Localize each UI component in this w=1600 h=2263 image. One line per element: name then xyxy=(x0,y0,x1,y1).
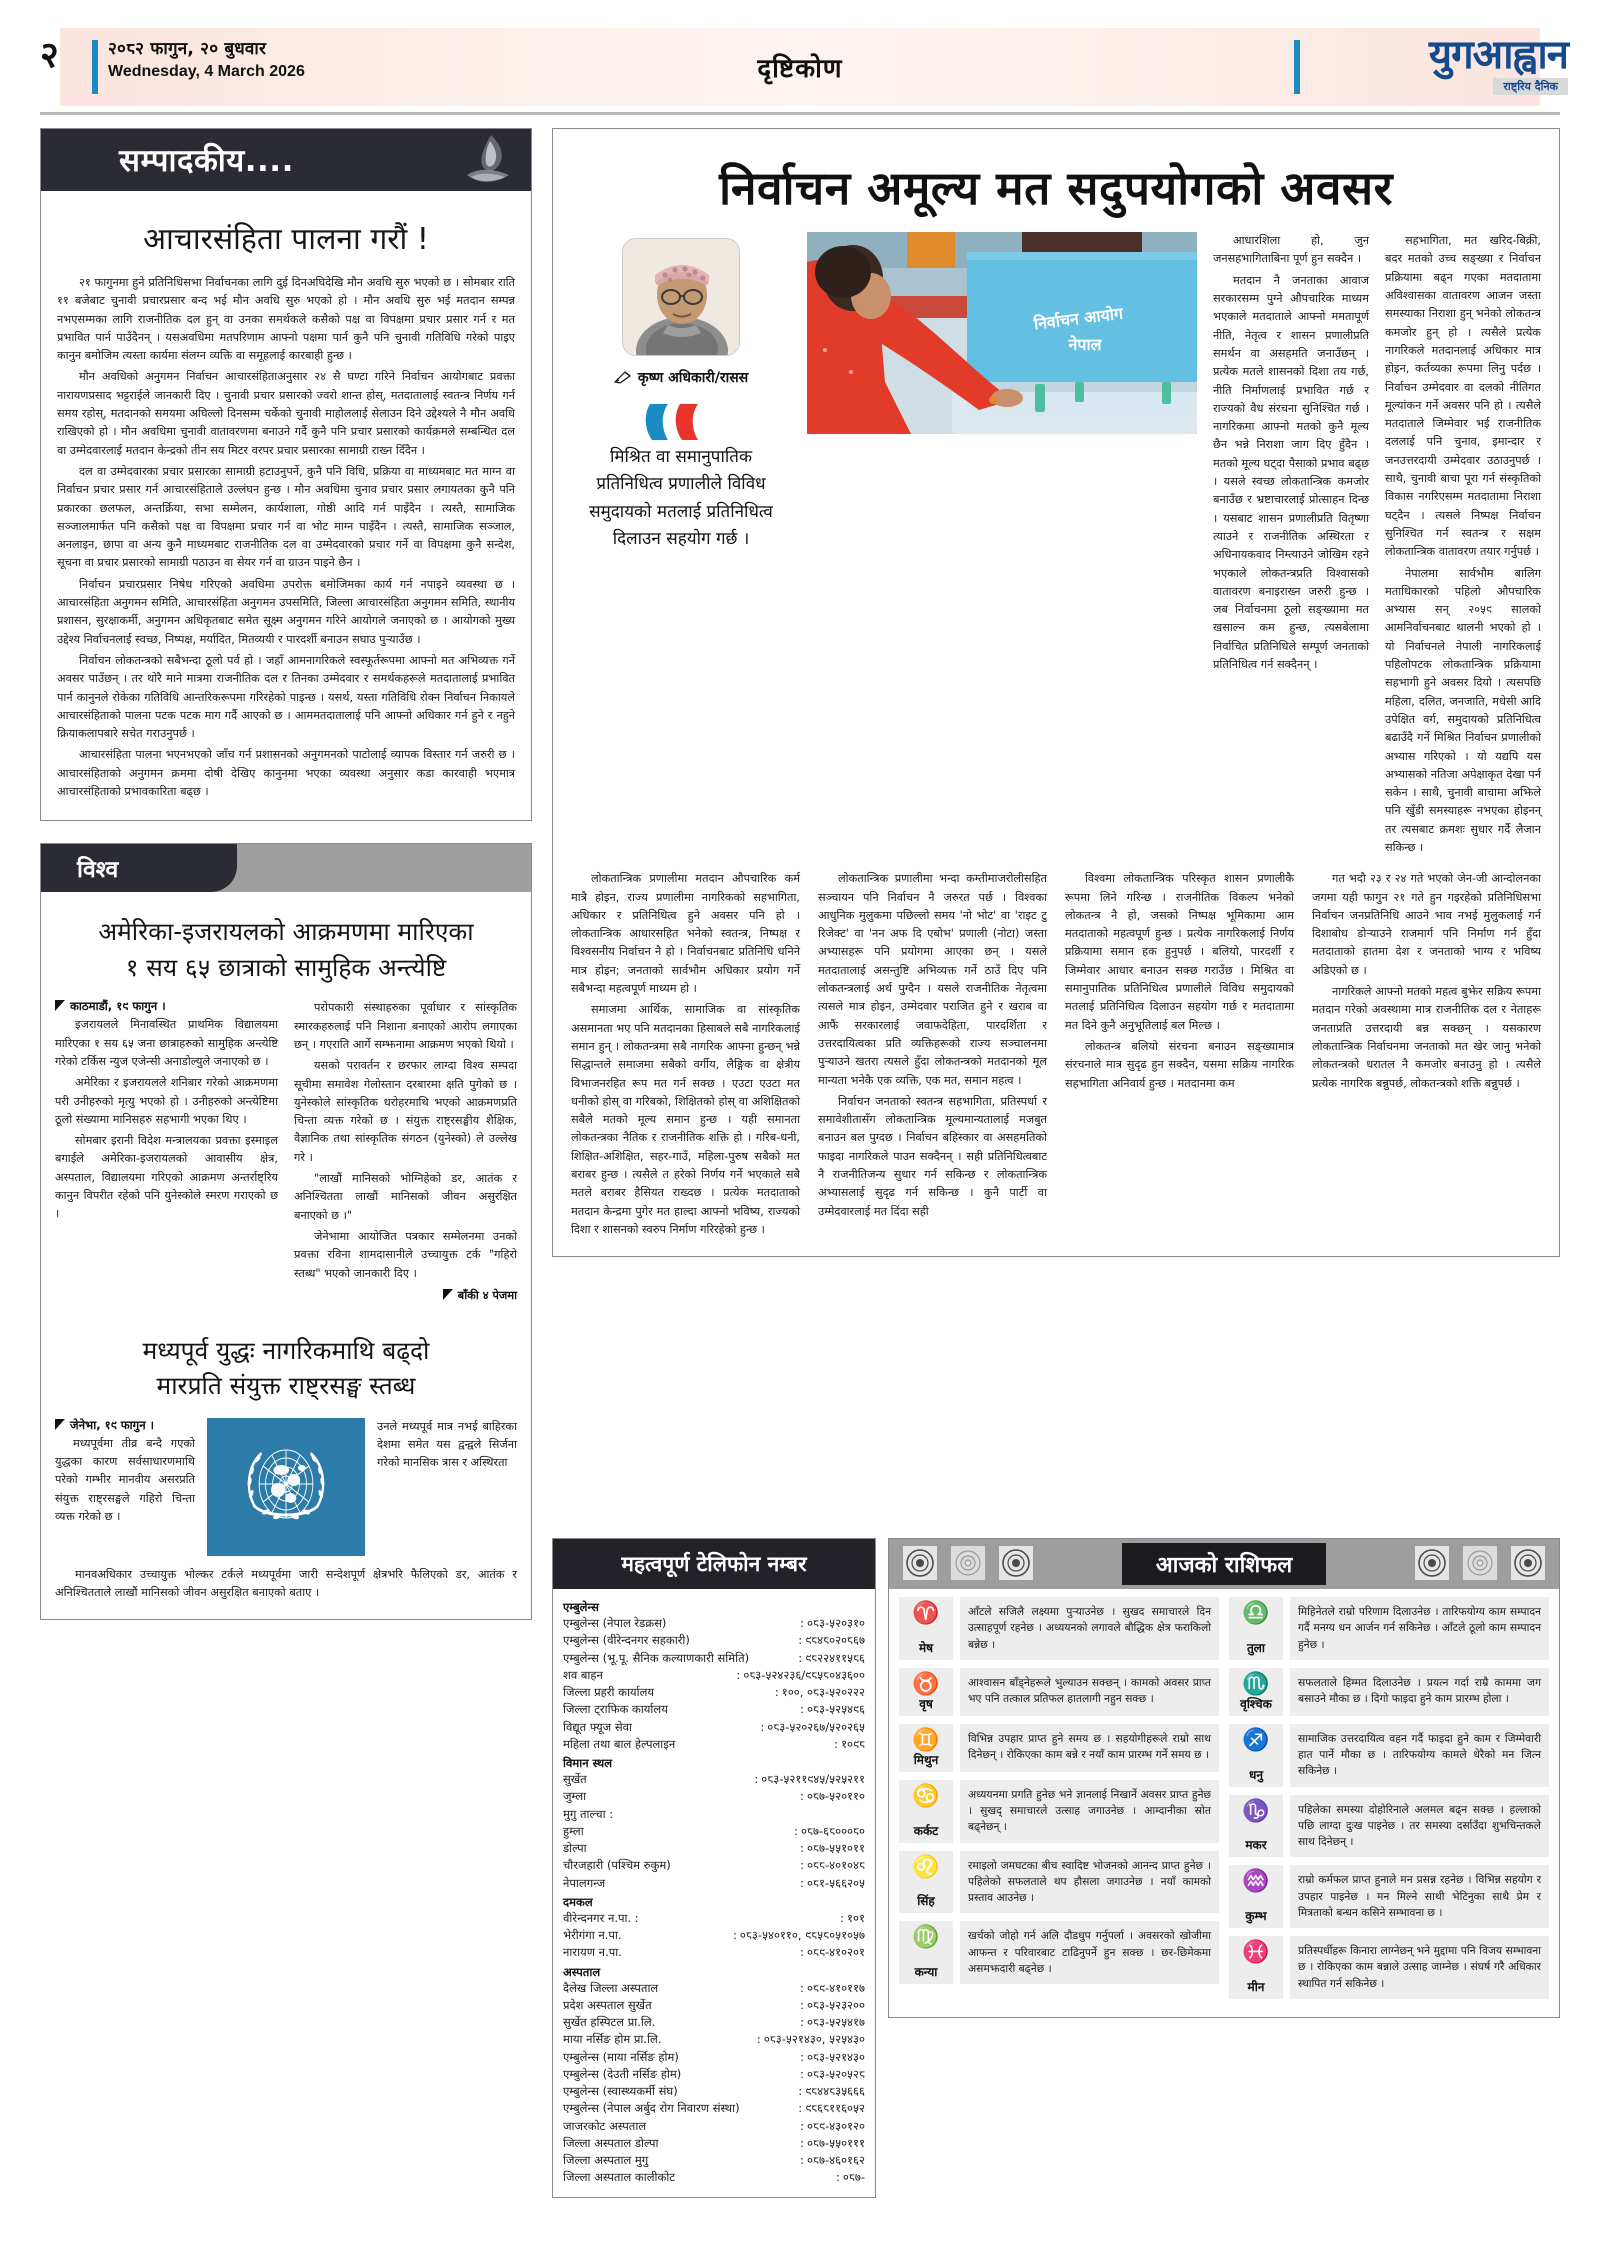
date-divider-rule xyxy=(92,40,98,94)
scorpio-scorpion-icon: ♏ xyxy=(1242,1670,1270,1696)
phone-separator: : xyxy=(800,2049,804,2064)
mandala-ornament-icon xyxy=(1415,1546,1449,1580)
horoscope-sign-name: मिथुन xyxy=(913,1752,939,1767)
horoscope-item[interactable] xyxy=(1229,1597,1549,1660)
masthead-rule xyxy=(40,112,1560,115)
cancer-crab-icon: ♋ xyxy=(912,1782,940,1808)
phone-number: १००, ०८३-५२०२२२ xyxy=(781,1685,865,1699)
phone-number: ०८१-५६६२०५ xyxy=(807,1875,865,1890)
logo-subtitle: राष्ट्रिय दैनिक xyxy=(1493,78,1568,95)
phone-number: ०८९-४१०२०१ xyxy=(807,1945,865,1960)
horoscope-sign-name: तुला xyxy=(1246,1640,1266,1655)
phone-separator: : xyxy=(800,1980,804,1995)
phone-number: ०८३-५२१४३०, ५२५४३० xyxy=(763,2032,865,2047)
feature-lower-col2 xyxy=(818,870,1047,1242)
phone-label: जिल्ला प्रहरी कार्यालय xyxy=(563,1685,655,1699)
feature-top-row xyxy=(571,232,1541,860)
phone-number: ०८३-५२०२६७/५२०२६५ xyxy=(767,1719,865,1734)
world-article2-after xyxy=(41,1566,531,1620)
editorial-box xyxy=(40,128,532,821)
horoscope-sign-name: कन्या xyxy=(914,1965,938,1980)
phone-number: ०८७-४६०१६२ xyxy=(807,2153,865,2167)
phone-row xyxy=(563,2100,865,2117)
editorial-title: आचारसंहिता पालना गरौं ! xyxy=(143,222,429,257)
dateline-triangle-icon xyxy=(55,1000,65,1011)
phone-label: जिल्ला अस्पताल मुगु xyxy=(563,2153,649,2167)
svg-text:नेपाल: नेपाल xyxy=(1068,335,1102,355)
phone-row xyxy=(563,1701,865,1718)
feature-lower-col1 xyxy=(571,870,800,1242)
horoscope-sign-name: मेष xyxy=(918,1640,934,1655)
phone-label: जिल्ला ट्राफिक कार्यालय xyxy=(563,1702,668,1717)
feature-column-2 xyxy=(1213,232,1369,860)
mandala-ornament-icon xyxy=(1511,1546,1545,1580)
phone-label: डोल्पा xyxy=(563,1841,587,1855)
horoscope-sign xyxy=(899,1597,953,1660)
feature-paragraph: सहभागिता, मत खरिद-बिक्री, बदर मतको उच्च सङ्ख्या र निर्वाचन प्रक्रियामा बढ्न गएका मतदातामा अविश्वासका वातावरण आजन जस्ता समस्याका निराशा हुन् भनेको लोकतन्त्र कमजोर हुन् हो । त्यसैले प्रत्येक नागरिकले मतदानलाई अधिकार मात्र होइन, कर्तव्यका रूपमा लिनु पर्दछ । निर्वाचन उम्मेदवार वा दलको नीतिगत मूल्यांकन गर्ने अवसर पनि हो । त्यसैले मतदाताले जिम्मेवार भई राजनीतिक दललाई पनि चुनाव, इमान्दार र जनउत्तरदायी उम्मेदवार उठाउनुपर्छ । साथै, चुनावी बाचा पूरा गर्न संस्कृतिको विकास नगरिएसम्म मतदातामा निराशा घट्दैन । त्यसले निष्पक्ष निर्वाचन सुनिश्चित गर्न स्वतन्त्र र सक्षम लोकतान्त्रिक वातावरण तयार गर्नुपर्छ । xyxy=(1385,234,1541,559)
phone-separator: : xyxy=(760,1719,765,1734)
feature-photo-column xyxy=(807,232,1197,860)
horoscope-box xyxy=(888,1538,1560,2018)
phone-number: ०८३-५२०३१० xyxy=(807,1616,865,1630)
phone-row xyxy=(563,2135,865,2152)
credit-text: बाँकी ४ पेजमा xyxy=(457,1288,517,1302)
phone-label: मुगु ताल्चा : xyxy=(563,1806,614,1821)
phone-label: एम्बुलेन्स (माया नर्सिङ होम) xyxy=(563,2049,679,2064)
phone-number: ०८३-५४०११०, ९८५८०५१०५७ xyxy=(739,1928,865,1942)
phone-separator: : xyxy=(800,2118,804,2133)
horoscope-item[interactable] xyxy=(1229,1668,1549,1716)
phone-number: ९८६८११६०५२ xyxy=(805,2101,865,2116)
phone-row xyxy=(563,1736,865,1753)
phone-number: ०८९-४१०११७ xyxy=(807,1980,865,1995)
world-article2-title-line1: मध्यपूर्व युद्धः नागरिकमाथि बढ्दो xyxy=(142,1335,430,1365)
horoscope-grid xyxy=(889,1589,1559,2017)
horoscope-text: विभिन्न उपहार प्राप्त हुने समय छ । सहयोगीहरूले राम्रो साथ दिनेछन् । रोकिएका काम बन्ने र नयाँ काम प्रारम्भ गर्ने समय छ । xyxy=(960,1724,1219,1772)
world-article2-paragraph: मानवअधिकार उच्चायुक्त भोल्कर टर्कले मध्यपूर्वमा जारी सन्देशपूर्ण क्षेत्रभरि फैलिएको डर, आतंक र अनिश्चितताले लाखौं मानिसको जीवन असुरक्षित बनाएको बताए । xyxy=(55,1567,517,1600)
world-article1-paragraph: जेनेभामा आयोजित पत्रकार सम्मेलनमा उनको प्रवक्ता रविना शामदासानीले उच्चायुक्त टर्क "गहिरो स्तब्ध" भएको जानकारी दिए । xyxy=(294,1229,517,1280)
world-article1-quote: "लाखौं मानिसको भोग्निहेको डर, आतंक र अनिश्चितता लाखौं मानिसको जीवन असुरक्षित बनाएको छ ।" xyxy=(294,1172,517,1222)
horoscope-sign xyxy=(899,1668,953,1716)
phone-row xyxy=(563,1719,865,1736)
logo-divider-rule xyxy=(1294,40,1300,94)
editorial-paragraph: मौन अवधिको अनुगमन निर्वाचन आचारसंहिताअनुसार २४ सै घण्टा गरिने निर्वाचन आयोगबाट प्रवक्ता नारायणप्रसाद भट्टराईले जानकारी दिए । चुनावी प्रचार प्रसारको ज्वरो शान्त होस्, मतदातालाई स्वतन्त्र निर्णय गर्न समय रहोस्, मतदानको समयमा अघिल्लो दिनसम्म चर्केको चुनावी माहोललाई सेलाउन दिने उद्देश्यले नै मौन अवधि राखिएको हो । मौन अवधिमा चुनावी वातावरणमा बनाउने गर्दै कुनै पनि प्रचार प्रसारको कार्यक्रमले सम्बन्धित दल वा उम्मेदवारलाई मतदान केन्द्रको तीन सय मिटर वरपर प्रचार प्रसारका सामाग्री राख्न दिँदैन । xyxy=(57,370,515,457)
phone-number: ०८३-५२५४१७ xyxy=(807,2015,865,2029)
phone-separator: : xyxy=(800,2135,804,2150)
phone-label: एम्बुलेन्स (नेपाल रेडक्रस) xyxy=(563,1616,667,1630)
horoscope-text: मिहिनेतले राम्रो परिणाम दिलाउनेछ । तारिफयोग्य काम सम्पादन गर्दै मनग्य धन आर्जन गर्न सकिनेछ । आँटले ठूलो काम सम्पादन हुनेछ । xyxy=(1290,1597,1549,1660)
phone-group-label: एम्बुलेन्स xyxy=(563,1600,599,1614)
pull-quote xyxy=(571,388,791,553)
phone-separator: : xyxy=(756,2032,761,2047)
world-article1-paragraph: यसको परावर्तन र छरफार लाग्दा विश्व सम्पदा सूचीमा समावेश गेलोस्तान दरबारमा क्षति पुगेको छ । युनेस्कोले सांस्कृतिक धरोहरमाथि भएको आक्रमणप्रति चिन्ता व्यक्त गरेको छ । संयुक्त राष्ट्रसङ्घीय शैक्षिक, वैज्ञानिक तथा सांस्कृतिक संगठन (युनेस्को) ले उल्लेख गरे । xyxy=(294,1059,517,1164)
aquarius-pot-icon: ♒ xyxy=(1242,1868,1270,1894)
author-portrait xyxy=(622,238,740,356)
lamp-flame-icon xyxy=(461,133,515,189)
horoscope-item[interactable] xyxy=(1229,1936,1549,1999)
horoscope-text: राम्रो कर्मफल प्राप्त हुनाले मन प्रसन्न रहनेछ । विभिन्न सहयोग र उपहार पाइनेछ । मन मिल्ने साथी भेटिनुका साथै प्रेम र मित्रताको बन्धन कसिने सम्भावना छ । xyxy=(1290,1865,1549,1928)
horoscope-sign-name: वृष xyxy=(919,1696,933,1711)
phone-group-label: दमकल xyxy=(563,1894,593,1909)
horoscope-sign-name: कुम्भ xyxy=(1245,1909,1267,1924)
phone-row xyxy=(563,1840,865,1857)
world-article2-paragraph: उनले मध्यपूर्व मात्र नभई बाहिरका देशमा समेत यस द्वन्द्वले सिर्जना गरेको मानसिक त्रास र अस्थिरता xyxy=(377,1419,517,1470)
horoscope-title: आजको राशिफल xyxy=(1122,1543,1326,1585)
horoscope-sign xyxy=(899,1780,953,1843)
phone-number: १०९८ xyxy=(841,1736,865,1751)
editorial-header xyxy=(41,129,531,191)
feature-paragraph: समाजमा आर्थिक, सामाजिक वा सांस्कृतिक असमानता भए पनि मतदानका हिसाबले सबै नागरिकलाई समान हुन् । लोकतन्त्रमा सबै नागरिक आफ्ना हुन्छन् भन्ने सिद्धान्तले समाजमा सबैको वर्गीय, लैङ्गिक वा क्षेत्रीय विभाजनरहित रूप मत गर्न सक्छ । एउटा एउटा मत धनीको होस् वा गरिबको, शिक्षितको होस् वा अशिक्षितको सबैले मतको मूल्य समान हुन्छ । यही समानता लोकतन्त्रका नैतिक र राजनीतिक शक्ति हो । गरिब-धनी, शिक्षित-अशिक्षित, सहर-गाउँ, महिला-पुरुष सबैको मत बराबर हुन्छ । त्यसैले त हरेको निर्णय गर्ने भएकाले सबै मतले बराबर हैसियत राख्दछ । प्रत्येक मतदाताको मतदान केन्द्रमा पुगेर मत हाल्दा आफ्नो भविष्य, राज्यको दिशा र शासनको स्वरुप निर्माण गरिरहेको हुन्छ । xyxy=(571,1003,800,1236)
horoscope-sign-name: कर्कट xyxy=(913,1823,939,1838)
phone-separator: : xyxy=(774,1685,779,1699)
phone-number: १०१ xyxy=(847,1910,865,1925)
gemini-twins-icon: ♊ xyxy=(912,1726,940,1752)
feature-paragraph: विश्वमा लोकतान्त्रिक परिस्कृत शासन प्रणालीकै रूपमा लिने गरिन्छ । राजनीतिक विकल्प भनेको लोकतन्त्र नै हो, जसको निष्पक्ष भूमिकामा आम मतदाताको महत्वपूर्ण हुन्छ । प्रत्येक नागरिकलाई निर्णय प्रक्रियामा समान हक हुनुपर्छ । बलियो, पारदर्शी र जिम्मेवार आधार बनाउन सक्छ गराउँछ । मिश्रित वा समानुपातिक प्रतिनिधित्व प्रणालीले विविध समुदायको मतलाई प्रतिनिधित्व दिलाउन सहयोग गर्छ र मतदातामा मत दिने कुनै अनुभूतिलाई बल मिल्छ । xyxy=(1065,872,1294,1032)
phone-row xyxy=(563,1650,865,1667)
phone-separator: : xyxy=(798,2101,803,2116)
world-article1-title-line2: १ सय ६५ छात्राको सामुहिक अन्त्येष्टि xyxy=(125,952,447,982)
dateline-text: काठमाडौं, १९ फागुन । xyxy=(70,999,166,1014)
phone-row xyxy=(563,1771,865,1788)
mandala-ornament-icon xyxy=(951,1546,985,1580)
editorial-body xyxy=(41,274,531,820)
horoscope-sign xyxy=(1229,1936,1283,1999)
horoscope-text: अध्ययनमा प्रगति हुनेछ भने ज्ञानलाई निखार्ने अवसर प्राप्त हुनेछ । सुखद् समाचारले उत्साह जगाउनेछ । आम्दानीका स्रोत बढ्नेछन् । xyxy=(960,1780,1219,1843)
horoscope-item[interactable] xyxy=(899,1921,1219,1984)
phone-row xyxy=(563,2049,865,2066)
feature-paragraph: नागरिकले आफ्नो मतको महत्व बुझेर सक्रिय रूपमा मतदान गरेको अवस्थामा मात्र राजनीतिक दल र नेताहरू जनताप्रति उत्तरदायी बन्न सक्छन् । यसकारण लोकतान्त्रिक निर्वाचनमा जनताको मत खेर जानु भनेको लोकतन्त्रको धरातल नै कमजोर बनाउनु हो । त्यसैले प्रत्येक नागरिक बन्नुपर्छ, लोकतन्त्रको शक्ति बन्नुपर्छ । xyxy=(1312,985,1541,1090)
phone-label: जिल्ला अस्पताल कालीकोट xyxy=(563,2170,676,2185)
phone-row xyxy=(563,1857,865,1874)
phone-separator: : xyxy=(754,1772,759,1786)
horoscope-sign xyxy=(899,1921,953,1984)
aries-ram-icon: ♈ xyxy=(912,1600,940,1625)
pull-quote-text: मिश्रित वा समानुपातिक प्रतिनिधित्व प्रणालीले विविध समुदायको मतलाई प्रतिनिधित्व दिलाउन सहयोग गर्छ । xyxy=(589,447,773,549)
author-column xyxy=(571,232,791,860)
phone-row xyxy=(563,2152,865,2169)
horoscope-item[interactable] xyxy=(899,1851,1219,1914)
feature-paragraph: लोकतान्त्रिक प्रणालीमा मतदान औपचारिक कर्म मात्रै होइन, राज्य प्रणालीमा नागरिकको सहभागिता, अधिकार र प्रतिनिधित्व हुने अवसर पनि हो । लोकतान्त्रिक आधारसहित भनेको स्वतन्त्र, निष्पक्ष र विश्वसनीय निर्वाचन नै हो । निर्वाचनबाट प्रतिनिधि धनिने मात्र होइन; जनताको सार्वभौम अधिकार प्रयोग गर्ने सबैभन्दा महत्वपूर्ण माध्यम हो । xyxy=(571,872,800,996)
phone-label: सुर्खेत हस्पिटल प्रा.लि. xyxy=(563,2015,656,2029)
world-article2-col-left xyxy=(55,1418,195,1556)
phone-row xyxy=(563,1944,865,1961)
world-section-header xyxy=(41,844,531,892)
phone-number: ९८४८०२०८६७ xyxy=(805,1633,865,1648)
world-article1-col2 xyxy=(294,999,517,1302)
date-nepali: २०८२ फागुन, २० बुधवार xyxy=(108,39,267,59)
horoscope-text: आँटले सजिलै लक्ष्यमा पुर्‍याउनेछ । सुखद समाचारले दिन उत्साहपूर्ण रहनेछ । अध्ययनको लगावले बौद्धिक क्षेत्र फराकिलो बन्नेछ । xyxy=(960,1597,1219,1660)
horoscope-sign xyxy=(1229,1865,1283,1928)
phone-numbers-box xyxy=(552,1538,876,2198)
phone-separator: : xyxy=(794,1823,798,1838)
credit-triangle-icon xyxy=(443,1289,453,1300)
ballot-casting-photo xyxy=(807,232,1197,434)
world-section-label: विश्व xyxy=(77,857,119,884)
phone-group-label: विमान स्थल xyxy=(563,1756,613,1770)
phone-number: ०८३-५२०५२८ xyxy=(807,2066,865,2081)
world-section-box xyxy=(40,843,532,1620)
horoscope-item[interactable] xyxy=(899,1780,1219,1843)
horoscope-item[interactable] xyxy=(1229,1724,1549,1787)
horoscope-sign xyxy=(1229,1795,1283,1858)
phone-row xyxy=(563,2031,865,2048)
phone-label: दैलेख जिल्ला अस्पताल xyxy=(563,1980,659,1995)
horoscope-item[interactable] xyxy=(899,1597,1219,1660)
pisces-fish-icon: ♓ xyxy=(1242,1939,1270,1965)
horoscope-sign-name: धनु xyxy=(1248,1767,1264,1782)
phone-row xyxy=(563,2066,865,2083)
editorial-paragraph: आचारसंहिता पालना भएनभएको जाँच गर्न प्रशासनको अनुगमनको पाटोलाई व्यापक विस्तार गर्न जरुरी छ । आचारसंहिताको अनुगमन क्रममा दोषी देखिए कानुनमा भएका व्यवस्था अनुसार कडा कारवाही भएमात्र आचारसंहिताको प्रभावकारिता बढ्छ । xyxy=(57,748,515,799)
horoscope-text: सामाजिक उत्तरदायित्व वहन गर्दै फाइदा हुने काम र जिम्मेवारी हात पार्ने मौका छ । तारिफयोग्य कामले धेरैको मन जित्न सकिनेछ । xyxy=(1290,1724,1549,1787)
phone-separator: : xyxy=(800,1702,804,1717)
horoscope-text: प्रतिस्पर्धीहरू किनारा लाग्नेछन् भने मुद्दामा पनि विजय सम्भावना छ । रोकिएका काम बन्नाले उत्साह जाम्नेछ । संघर्ष गरेै अधिकार स्थापित गर्न सकिनेछ । xyxy=(1290,1936,1549,1999)
phone-label: एम्बुलेन्स (नेपाल अर्बुद रोग निवारण संस्था) xyxy=(563,2101,740,2116)
horoscope-sign xyxy=(899,1851,953,1914)
phone-group-label: अस्पताल xyxy=(563,1964,601,1979)
world-article1-credit xyxy=(294,1286,517,1303)
phone-row xyxy=(563,1823,865,1840)
world-article1-col1 xyxy=(55,999,278,1302)
phone-numbers-header xyxy=(553,1539,875,1589)
leo-lion-icon: ♌ xyxy=(912,1853,940,1879)
feature-article xyxy=(552,128,1560,1257)
phone-separator: : xyxy=(800,1841,804,1855)
phone-row xyxy=(563,1997,865,2014)
logo-title: युगआह्वान xyxy=(1428,32,1568,78)
phone-separator: : xyxy=(834,1736,839,1751)
phone-separator: : xyxy=(835,2170,840,2185)
phone-row xyxy=(563,2083,865,2100)
horoscope-text: खर्चको जोहो गर्न अलि दौडधुप गर्नुपर्ला । अवसरको खोजीमा आफन्त र परिवारबाट टाढिनुपर्ने हुन सक्छ । छर-छिमेकमा असमझदारी बढ्नेछ । xyxy=(960,1921,1219,1984)
phone-label: प्रदेश अस्पताल सुर्खेत xyxy=(563,1997,652,2012)
horoscope-sign-name: मकर xyxy=(1245,1838,1267,1853)
left-column xyxy=(40,128,532,1620)
feature-paragraph: मतदान नै जनताका आवाज सरकारसम्म पुग्ने औपचारिक माध्यम भएकाले मतदाताले आफ्नो ममतापूर्ण नीति, नेतृत्व र शासन प्रणालीप्रति समर्थन वा असहमति जनाउँछन् । प्रत्येक मतले शासनको दिशा तय गर्छ, नीति निर्माणलाई प्रभावित गर्छ र राज्यको वैध संरचना सुनिश्चित गर्छ । नागरिकमा आफ्नो मतको कुनै मूल्य छैन भन्ने निराशा जाग दिए हुँदैन । मतको मूल्य घट्दा पैसाको प्रभाव बढ्छ । यसले स्वच्छ लोकतान्त्रिक कमजोर बनाउँछ र भ्रष्टाचारलाई प्रोत्साहन दिन्छ । यसबाट शासन प्रणालीप्रति वितृष्णा त्याउने र राजनीतिक अस्थिरता र अधिनायकवाद निम्त्याउने जोखिम रहने भएकाले लोकतन्त्रप्रति विश्वासको वातावरण बनाइराख्न जरुरी हुन्छ । जब निर्वाचनमा ठूलो सङ्ख्यामा मत खसाल्न कम हुन्छ, त्यसबेलामा निर्वाचित प्रतिनिधिले सम्पूर्ण जनताको प्रतिनिधित्व गर्न सक्दैनन् । xyxy=(1213,273,1369,672)
quote-mark-icon xyxy=(579,400,783,444)
horoscope-sign-name: सिंह xyxy=(917,1894,935,1909)
editorial-paragraph: निर्वाचन प्रचारप्रसार निषेध गरिएको अवधिमा उपरोक्त बमोजिमका कार्य गर्न नपाइने व्यवस्था छ । आचारसंहिता अनुगमन समिति, आचारसंहिता अनुगमन उपसमिति, जिल्ला आचारसंहिता अनुगमन समिति, स्थानीय प्रशासन, सुरक्षाकर्मी, अनुगमन अधिकृतबाट समेत सूक्ष्म अनुगमन गरिने आयोगले जनाएको छ । आयोगको मुख्य उद्देश्य निर्वाचनलाई स्वच्छ, निष्पक्ष, मर्यादित, मितव्ययी र पारदर्शी बनाउन सघाउ पुऱ्याउँछ । xyxy=(57,577,515,646)
phone-label: एम्बुलेन्स (भू.पू. सैनिक कल्याणकारी समिति) xyxy=(563,1650,750,1665)
phone-number: ०८३-५२१४३० xyxy=(807,2049,865,2064)
dateline-text: जेनेभा, १९ फागुन । xyxy=(70,1417,155,1432)
world-article2-paragraph: मध्यपूर्वमा तीव्र बन्दै गएको युद्धका कारण सर्वसाधारणमाथि परेको गम्भीर मानवीय असरप्रति संयुक्त राष्ट्रसङ्घले गहिरो चिन्ता व्यक्त गरेको छ । xyxy=(55,1436,195,1524)
phone-separator: : xyxy=(798,1650,803,1665)
un-flag-image xyxy=(207,1418,365,1556)
phone-label: एम्बुलेन्स (वीरेन्दनगर सहकारी) xyxy=(563,1633,690,1648)
horoscope-sign-name: मीन xyxy=(1247,1979,1265,1994)
editorial-header-label: सम्पादकीय.... xyxy=(119,143,294,179)
phone-label: एम्बुलेन्स (देउती नर्सिङ होम) xyxy=(563,2066,682,2081)
phone-label: जिल्ला अस्पताल डोल्पा xyxy=(563,2135,659,2150)
world-article2-col-right xyxy=(377,1418,517,1556)
phone-numbers-title: महत्वपूर्ण टेलिफोन नम्बर xyxy=(621,1552,807,1576)
horoscope-column-right xyxy=(1229,1597,1549,2007)
world-article2-image-wrap xyxy=(207,1418,365,1556)
phone-number: ०८३-५२५४९६ xyxy=(807,1702,865,1717)
feature-paragraph: नेपालमा सार्वभौम बालिग मताधिकारको पहिलो औपचारिक अभ्यास सन् २०५९ सालको आमनिर्वाचनबाट थालनी भएको हो । यो निर्वाचनले नेपाली नागरिकलाई पहिलोपटक लोकतान्त्रिक प्रक्रियामा सहभागी हुने अवसर दियो । त्यसपछि महिला, दलित, जनजाति, मधेसी आदि उपेक्षित वर्ग, समुदायको प्रतिनिधित्व बढाउँदै गर्ने मिश्रित निर्वाचन प्रणालीको अभ्यास गरिएको । यो यद्यपि यस अभ्यासको नतिजा अपेक्षाकृत देखा पर्न सकेन । साथै, चुनावी बाचामा अझिले पनि खुँडी समस्याहरू नभएका होइनन् तर त्यसबाट क्रमशः सुधार गर्दै लैजान सकिन्छ । xyxy=(1385,566,1541,854)
phone-label: जाजरकोट अस्पताल xyxy=(563,2118,647,2133)
feature-lower-col4 xyxy=(1312,870,1541,1242)
feature-paragraph: निर्वाचन जनताको स्वतन्त्र सहभागिता, प्रतिस्पर्धा र समावेशीतासँग लोकतान्त्रिक मूल्यमान्यतालाई मजबुत बनाउन बल पुग्दछ । निर्वाचन बहिस्कार वा असहमतिको फाइदा नागरिकले पाउन सक्दैनन् । सही प्रतिनिधित्वबाट नै राजनीतिजन्य सुधार गर्न सकिन्छ र लोकतान्त्रिक अभ्यासलाई सुदृढ गर्न सकिन्छ । कुनै पार्टी वा उम्मेदवारलाई मत दिंदा सही xyxy=(818,1094,1047,1218)
feature-lower-col3 xyxy=(1065,870,1294,1242)
phone-label: शव बाहन xyxy=(563,1667,603,1682)
mandala-ornament-icon xyxy=(999,1546,1033,1580)
phone-number: ०८७-५५०१११ xyxy=(807,2135,865,2150)
phone-separator: : xyxy=(800,2153,804,2167)
phone-separator: : xyxy=(800,1875,804,1890)
mandala-ornament-icon xyxy=(1463,1546,1497,1580)
phone-label: चौरजहारी (पश्चिम रुकुम) xyxy=(563,1858,671,1873)
mandala-ornament-icon xyxy=(903,1546,937,1580)
world-article1-columns xyxy=(41,999,531,1316)
phone-number: ०८७- xyxy=(842,2170,865,2185)
phone-separator: : xyxy=(736,1667,741,1682)
author-name-text: कृष्ण अधिकारी/रासस xyxy=(637,370,749,387)
phone-label: सुर्खेत xyxy=(563,1772,587,1786)
phone-number: ०८३-५२११९४५/५२५२११ xyxy=(761,1772,865,1786)
phone-row xyxy=(563,1806,865,1823)
phone-separator: : xyxy=(732,1928,737,1942)
date-english: Wednesday, 4 March 2026 xyxy=(108,62,305,80)
phone-separator: : xyxy=(800,1858,804,1873)
world-article1-title[interactable] xyxy=(41,892,531,999)
phone-label: भेरीगंगा न.पा. xyxy=(563,1928,622,1942)
phone-label: नेपालगन्ज xyxy=(563,1875,606,1890)
svg-text:निर्वाचन आयोग: निर्वाचन आयोग xyxy=(1032,303,1124,334)
feature-lower-columns xyxy=(571,870,1541,1242)
masthead xyxy=(0,28,1600,106)
phone-label: हुम्ला xyxy=(563,1823,584,1838)
horoscope-item[interactable] xyxy=(1229,1795,1549,1858)
feature-paragraph: आधारशिला हो, जुन जनसहभागिताबिना पूर्ण हुन सक्दैन । xyxy=(1213,234,1369,266)
world-article2-dateline xyxy=(55,1418,195,1433)
phone-row xyxy=(563,1927,865,1944)
newspaper-logo[interactable] xyxy=(1310,34,1568,95)
author-byline xyxy=(571,368,791,388)
phone-separator: : xyxy=(800,1997,804,2012)
phone-separator: : xyxy=(798,2084,803,2098)
phone-number: ०८९-४३०१२० xyxy=(807,2118,865,2133)
feature-column-3 xyxy=(1385,232,1541,860)
capricorn-goat-icon: ♑ xyxy=(1242,1797,1270,1823)
phone-separator: : xyxy=(800,2015,804,2029)
feature-paragraph: गत भदौ २३ र २४ गते भएको जेन-जी आन्दोलनका जगमा यही फागुन २१ गते हुन गइरहेको प्रतिनिधिसभा निर्वाचन जनप्रतिनिधि आउने भाव नभई मुलुकलाई गर्न दिशाबोध डोऱ्याउने राजमार्ग पनि निर्माण गर्न हुँदा मतदाताको हातमा देश र जनताको भाग्य र भविष्य अडिएको छ । xyxy=(1312,872,1541,977)
phone-separator: : xyxy=(798,1633,803,1648)
horoscope-sign xyxy=(1229,1668,1283,1716)
phone-separator: : xyxy=(840,1910,844,1925)
phone-number: ०८३-५२३२०० xyxy=(807,1997,865,2012)
horoscope-item[interactable] xyxy=(899,1724,1219,1772)
phone-row xyxy=(563,1684,865,1701)
phone-row xyxy=(563,1980,865,1997)
phone-number: ९८४४८३५६६६ xyxy=(805,2084,865,2098)
horoscope-text: सफलताले हिम्मत दिलाउनेछ । प्रयत्न गर्दा राम्रै काममा जग बसाउने मौका छ । दिगो फाइदा हुने काम प्रारम्भ होला । xyxy=(1290,1668,1549,1716)
editorial-paragraph: दल वा उम्मेदवारका प्रचार प्रसारका सामाग्री हटाउनुपर्ने, कुनै पनि विधि, प्रक्रिया वा माध्यमबाट मत माग्न वा निर्वाचन प्रचार प्रसार गर्न आचारसंहिताले उल्लंघन हुन्छ । मौन अवधिमा चुनाव प्रचार प्रसार लगायतका कुनै पनि प्रकारका छलफल, अन्तर्क्रिया, सभा सम्मेलन, कार्यशाला, गोष्ठी आदि गर्न पाइँदैन । त्यस्तै, सामाजिक सञ्जालमार्फत पनि कसैको पक्ष वा विपक्षमा प्रचार गर्न वा भोट माग्न पाइँदैन । त्यस्तै, सामाजिक सञ्जाल, अनलाइन, छापा वा अन्य कुनै माध्यमबाट राजनीतिक दल वा उम्मेदवारको प्रचार गर्ने वा विपक्षमा कुनै सन्देश, सूचना वा प्रचार प्रसारको सामाग्री पठाउन वा सेयर गर्न वा ग्राउन पाइने छैन । xyxy=(57,464,515,570)
horoscope-text: आश्वासन बाँड्नेहरूले भुल्याउन सक्छन् । कामको अवसर प्राप्त भए पनि तत्काल प्रतिफल हातलागी नहुन सक्छ । xyxy=(960,1668,1219,1716)
phone-numbers-list xyxy=(553,1589,875,2197)
phone-row xyxy=(563,1910,865,1927)
horoscope-item[interactable] xyxy=(899,1668,1219,1716)
phone-separator: : xyxy=(800,1789,804,1804)
phone-row xyxy=(563,2169,865,2186)
phone-label: वीरेन्दनगर न.पा. : xyxy=(563,1910,639,1925)
horoscope-column-left xyxy=(899,1597,1219,2007)
feature-paragraph: लोकतान्त्रिक प्रणालीमा भन्दा कम्तीमाजरोलीसहित सञ्चायन पनि निर्वाचन नै जरुरत पर्छ । विश्वका आधुनिक मुलुकमा पछिल्लो समय 'नो भोट' वा 'राइट टु रिजेक्ट' वा 'नन अफ दि एबोभ' प्रणाली (नोटा) जस्ता अभ्यासहरू पनि प्रयोगमा आएका छन् । यसले मतदातालाई असन्तुष्टि अभिव्यक्त गर्ने ठाउँ दिए पनि लोकतन्त्रलाई अर्थ पुग्दैन । यसले राजनीतिक नेतृत्वमा त्यसले मात्र होइन, उम्मेदवार पराजित हुने र खराब वा आफैं सरकारलाई जवाफदेहिता, पारदर्शिता र उत्तरदायित्वका प्रति व्यक्तिहरूको राज्य सञ्चालनमा पुऱ्याउने खतरा त्यसले हुँदा लोकतन्त्रको मतदानको मूल मान्यता भनेकै एक व्यक्ति, एक मत, समान महत्व । xyxy=(818,872,1047,1087)
phone-row xyxy=(563,2118,865,2135)
phone-separator xyxy=(855,1806,865,1823)
horoscope-sign xyxy=(899,1724,953,1772)
world-article2-title-line2: मारप्रति संयुक्त राष्ट्रसङ्घ स्तब्ध xyxy=(156,1371,416,1401)
libra-scales-icon: ♎ xyxy=(1242,1600,1270,1625)
phone-row xyxy=(563,2014,865,2031)
phone-row xyxy=(563,1875,865,1892)
phone-separator: : xyxy=(800,1616,804,1630)
horoscope-header xyxy=(889,1539,1559,1589)
phone-number: ९८२२४११५८६ xyxy=(805,1650,865,1665)
phone-number: ०८७-५५१०११ xyxy=(807,1841,865,1855)
horoscope-text: पहिलेका समस्या दोहोरिनाले अलमल बढ्न सक्छ । हल्लाको पछि लाग्दा दुःख पाइनेछ । तर समस्या दर्साउँदा शुभचिन्तकले साथ दिनेछन् । xyxy=(1290,1795,1549,1858)
dateline-triangle-icon xyxy=(55,1419,65,1430)
phone-number: ०८७-६८०००८० xyxy=(801,1823,865,1838)
phone-label: माया नर्सिङ होम प्रा.लि. xyxy=(563,2032,662,2047)
phone-label: एम्बुलेन्स (स्वास्थ्यकर्मी संघ) xyxy=(563,2084,678,2098)
phone-number: ०८७-५२०११० xyxy=(807,1789,865,1804)
world-article1-paragraph: अमेरिका र इजरायलले शनिबार गरेको आक्रमणमा परी उनीहरुको मृत्यु भएको हो । उनीहरुको अन्त्येष्टिमा ठूलो संख्यामा मानिसहरु सहभागी भएका थिए । xyxy=(55,1076,278,1126)
phone-label: महिला तथा बाल हेल्पलाइन xyxy=(563,1736,676,1751)
horoscope-sign xyxy=(1229,1597,1283,1660)
phone-number: ०८८-४०१०४८ xyxy=(807,1858,865,1873)
phone-number: ०८३-५२४२३६/९८५८०४३६०० xyxy=(743,1667,865,1682)
taurus-bull-icon: ♉ xyxy=(912,1670,940,1696)
sagittarius-archer-icon: ♐ xyxy=(1242,1726,1270,1752)
world-article1-paragraph: इजरायलले मिनावस्थित प्राथमिक विद्यालयमा मारिएका १ सय ६५ जना छात्राहरुको सामुहिक अन्त्येष्टि गरेको टर्किस न्युज एजेन्सी अनाडोल्युले जनाएको छ । xyxy=(55,1018,278,1068)
pen-nib-icon xyxy=(614,370,632,388)
section-title: दृष्टिकोण xyxy=(757,54,843,84)
editorial-paragraph: निर्वाचन लोकतन्त्रको सबैभन्दा ठूलो पर्व हो । जहाँ आमनागरिकले स्वस्फूर्तरूपमा आफ्नो मत अभिव्यक्त गर्ने अवसर पाउँछन् । तर थोरै माने मात्रमा राजनीतिक दल र तिनका उम्मेदवार र समर्थकहरूले मतदातालाई प्रभावित पार्न कानुनले रोकेका गतिविधि आन्तरिकरूपमा गरिरहेको पाइन्छ । यसर्थ, यस्ता गतिविधि रोक्न निर्वाचन निकायले आचारसंहिताको पालना पटक पटक माग गर्दै आएको छ । आममतदातालाई पनि आफ्नो अधिकार गर्न हुने र नहुने क्रियाकलापबारे सचेत गराउनुपर्छ । xyxy=(57,653,515,741)
world-article1-dateline xyxy=(55,999,278,1014)
phone-row xyxy=(563,1615,865,1632)
phone-row xyxy=(563,1667,865,1684)
page-number: २ xyxy=(40,35,59,76)
world-article1-paragraph: परोपकारी संस्थाहरुका पूर्वाधार र सांस्कृतिक स्मारकहरुलाई पनि निशाना बनाएको आरोप लगाएका छन् । गएराति आर्गे सम्झनामा आक्रमण भएको थियो । xyxy=(294,1001,517,1051)
feature-headline[interactable]: निर्वाचन अमूल्य मत सदुपयोगको अवसर xyxy=(719,161,1393,215)
editorial-paragraph: २१ फागुनमा हुने प्रतिनिधिसभा निर्वाचनका लागि दुई दिनअघिदेखि मौन अवधि सुरु भएको छ । सोमबार राति ११ बजेबाट चुनावी प्रचारप्रसार बन्द भई मौन अवधि सुरु भएको हो । मौन अवधि सुरु भई मतदान सम्पन्न नभएसम्मका लागि राजनीतिक दल हुन् वा उनका समर्थकले कसैको पक्ष वा विपक्षमा प्रचार प्रसार गर्न र मत प्रभावित पार्न पाउँदैनन् । यसअवधिमा मतपरिणाम आफ्नो पक्षमा पार्न कुनै पनि चुनावी गतिविधि गरेको पाइए कानुन बमोजिम त्यस्ता कार्यमा संलग्न व्यक्ति वा समूहलाई कारबाही हुन्छ । xyxy=(57,276,515,363)
phone-label: नारायण न.पा. xyxy=(563,1945,622,1960)
horoscope-text: रमाइलो जमघटका बीच स्वादिष्ट भोजनको आनन्द प्राप्त हुनेछ । पहिलेको सफलताले थप हौसला जगाउनेछ । नयाँ कामको प्रस्ताव आउनेछ । xyxy=(960,1851,1219,1914)
phone-row xyxy=(563,1632,865,1649)
bottom-row xyxy=(552,1538,1560,2198)
feature-paragraph: लोकतन्त्र बलियो संरचना बनाउन सङ्ख्यामात्र संरचनाले मात्र सुदृढ हुन सक्दैन, यसमा सक्रिय नागरिक सहभागिता अनिवार्य हुन्छ । मतदानमा कम xyxy=(1065,1039,1294,1090)
phone-label: विद्यूत फ्यूज सेवा xyxy=(563,1719,633,1734)
horoscope-item[interactable] xyxy=(1229,1865,1549,1928)
phone-separator: : xyxy=(800,2066,804,2081)
world-article2-grid xyxy=(41,1418,531,1566)
world-article2-title[interactable] xyxy=(41,1317,531,1418)
virgo-maiden-icon: ♍ xyxy=(912,1924,940,1950)
world-section-tab[interactable] xyxy=(41,844,237,892)
date-block xyxy=(108,38,305,83)
phone-label: जुम्ला xyxy=(563,1789,587,1804)
right-column xyxy=(552,128,1560,1257)
world-article1-title-line1: अमेरिका-इजरायलको आक्रमणमा मारिएका xyxy=(98,917,474,947)
phone-row xyxy=(563,1788,865,1805)
horoscope-sign xyxy=(1229,1724,1283,1787)
horoscope-sign-name: वृश्चिक xyxy=(1240,1696,1272,1711)
phone-separator: : xyxy=(800,1945,804,1960)
world-article1-paragraph: सोमबार इरानी विदेश मन्त्रालयका प्रवक्ता इस्माइल बगाईले अमेरिका-इजरायलको आवासीय क्षेत्र, अस्पताल, विद्यालयमा गरिएको आक्रमण अन्तर्राष्ट्रिय कानुन विपरीत रहेको पनि युनेस्कोले स्मरण गराएको छ । xyxy=(55,1134,278,1221)
